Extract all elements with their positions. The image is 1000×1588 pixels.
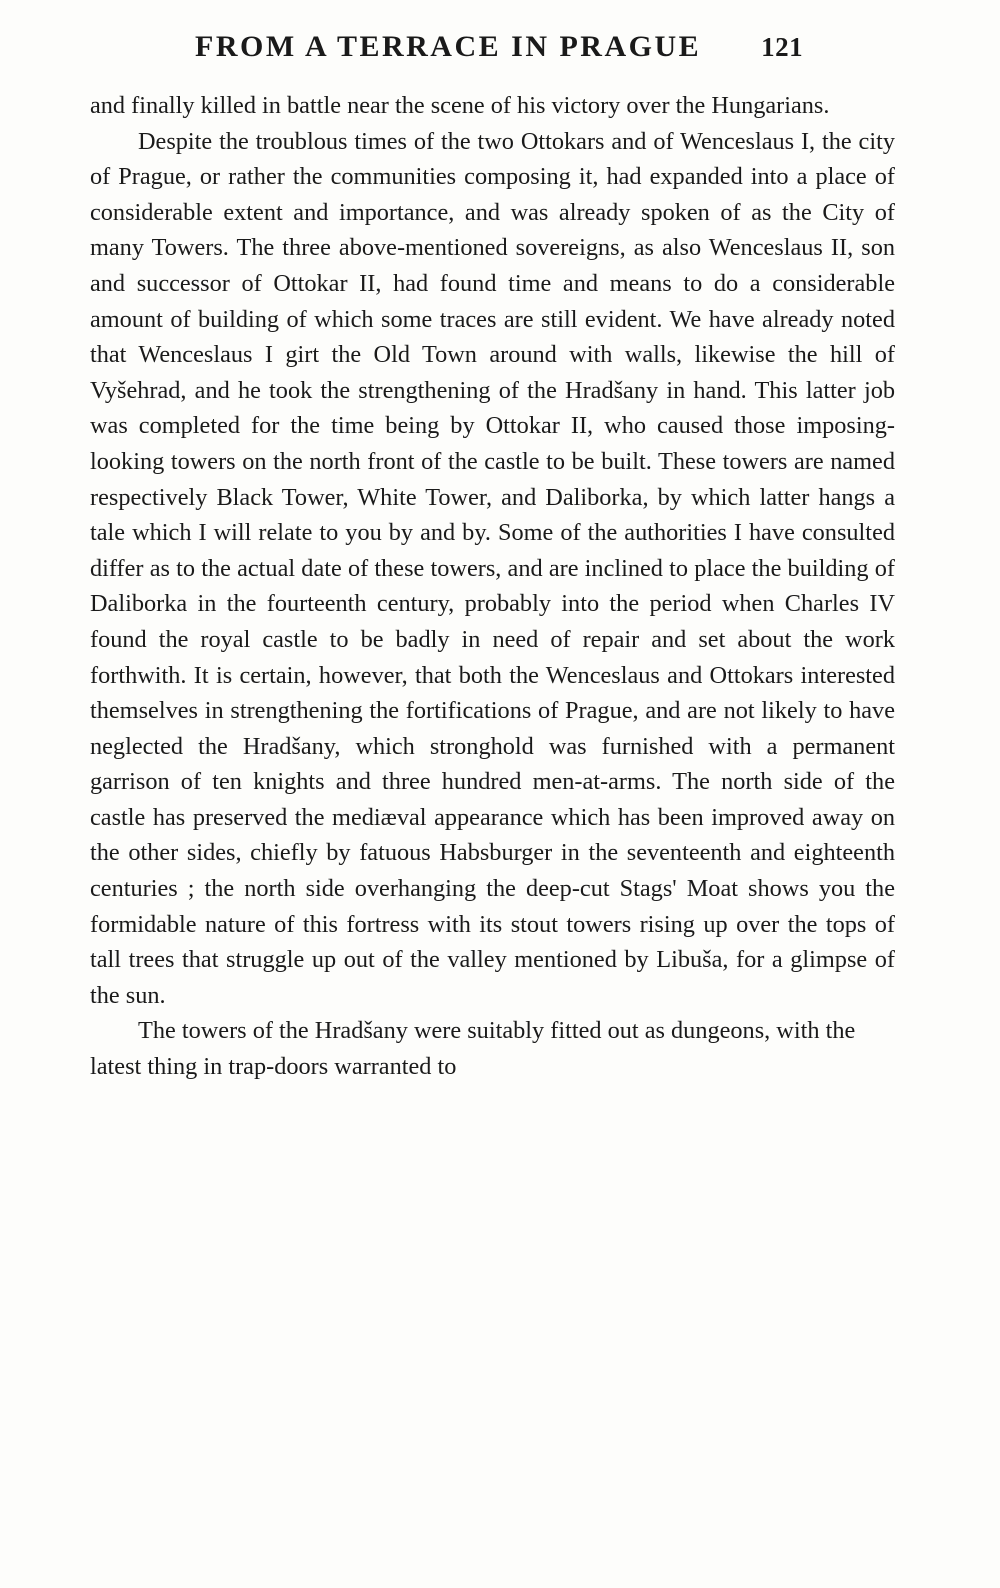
paragraph: and finally killed in battle near the scene of his victory over the Hungarians. <box>90 92 830 119</box>
running-title: FROM A TERRACE IN PRAGUE <box>195 30 702 63</box>
page-header <box>90 30 890 64</box>
paragraph: Despite the troublous times of the two Ottokars and of Wenceslaus I, the city of Prague, or rather the communities composing it, had expanded into a place of considerable extent and importance, and was already spoken of as the City of many Towers. The three above-mentioned sovereigns, as also Wenceslaus II, son and successor of Ottokar II, had found time and means to do a considerable amount of building of which some traces are still evident. We have already noted that Wenceslaus I girt the Old Town around with walls, likewise the hill of Vyšehrad, and he took the strengthening of the Hradšany in hand. This latter job was completed for the time being by Ottokar II, who caused those imposing-looking towers on the north front of the castle to be built. These towers are named respectively Black Tower, White Tower, and Daliborka, by which latter hangs a tale which I will relate to you by and by. Some of the authorities I have consulted differ as to the actual date of these towers, and are inclined to place the building of Daliborka in the fourteenth century, probably into the period when Charles IV found the royal castle to be badly in need of repair and set about the work forthwith. It is certain, however, that both the Wenceslaus and Ottokars interested themselves in strengthening the fortifications of Prague, and are not likely to have neglected the Hradšany, which stronghold was furnished with a permanent garrison of ten knights and three hundred men-at-arms. The north side of the castle has preserved the mediæval appearance which has been improved away on the other sides, chiefly by fatuous Habsburger in the seventeenth and eighteenth centuries ; the north side overhanging the deep-cut Stags' Moat shows you the formidable nature of this fortress with its stout towers rising up over the tops of tall trees that struggle up out of the valley mentioned by Libuša, for a glimpse of the sun. <box>90 127 895 1009</box>
paragraph: The towers of the Hradšany were suitably fitted out as dungeons, with the latest thing in trap-doors warranted to <box>90 1017 856 1081</box>
body-text <box>90 88 895 1085</box>
page-number: 121 <box>761 32 804 62</box>
